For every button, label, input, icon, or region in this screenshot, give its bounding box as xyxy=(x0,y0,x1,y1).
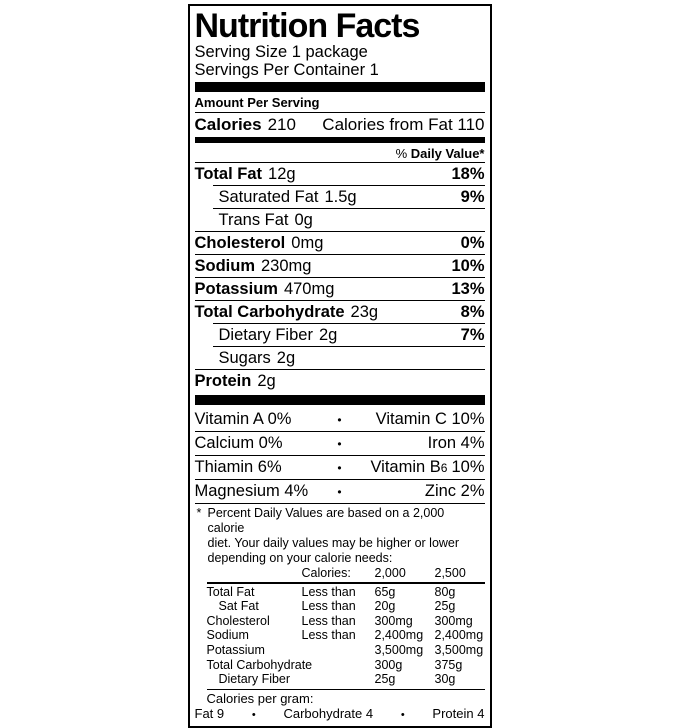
nutrient-name: Sodium xyxy=(194,257,255,275)
amount-per-serving-label: Amount Per Serving xyxy=(194,95,320,110)
calories-row xyxy=(195,113,485,136)
nutrient-row-dietary-fiber xyxy=(195,324,485,346)
nutrient-dv: 18% xyxy=(451,165,485,183)
vitamin-left: Magnesium 4% xyxy=(194,482,309,500)
serving-size: Serving Size 1 package xyxy=(194,43,368,61)
nutrient-amount: 1.5g xyxy=(324,188,357,206)
table-header-2000: 2,000 xyxy=(374,566,406,580)
table-header-row xyxy=(207,566,485,581)
table-cell-2000: 25g xyxy=(374,672,396,687)
vitamin-row-a-c xyxy=(195,408,485,431)
table-cell-2000: 20g xyxy=(374,599,396,614)
nutrient-dv: 9% xyxy=(460,188,485,206)
bullet-icon: • xyxy=(337,413,342,427)
nutrient-row-total-fat xyxy=(195,163,485,185)
nutrient-amount: 23g xyxy=(350,303,379,321)
table-cell-qualifier xyxy=(302,658,375,673)
rule xyxy=(195,503,485,504)
footnote-asterisk: * xyxy=(196,506,202,520)
nutrient-amount: 0mg xyxy=(291,234,324,252)
calories-per-gram-row xyxy=(195,706,485,723)
table-row-potassium xyxy=(207,643,485,658)
footnote-line: depending on your calorie needs: xyxy=(207,551,393,565)
table-cell-2500: 25g xyxy=(434,599,456,614)
nutrient-name: Sugars xyxy=(218,349,271,367)
table-row-sodium xyxy=(207,628,485,643)
table-cell-2000: 3,500mg xyxy=(374,642,424,657)
table-row-cholesterol xyxy=(207,614,485,629)
label-title: Nutrition Facts xyxy=(194,7,420,45)
footnote-line: Percent Daily Values are based on a 2,000 calorie xyxy=(207,506,445,535)
calories-from-fat: Calories from Fat 110 xyxy=(322,115,485,134)
vitamin-row-thiamin-b6 xyxy=(195,456,485,479)
cpg-protein: Protein 4 xyxy=(432,705,485,721)
nutrient-name: Dietary Fiber xyxy=(218,326,313,344)
table-cell-2500: 30g xyxy=(434,672,456,687)
nutrient-row-sugars xyxy=(195,347,485,369)
bullet-icon: • xyxy=(400,708,405,721)
vitamin-left: Vitamin A 0% xyxy=(194,410,292,428)
table-cell-name: Dietary Fiber xyxy=(218,672,291,687)
table-row-dietary-fiber xyxy=(207,672,485,687)
nutrient-dv: 10% xyxy=(451,257,485,275)
table-cell-qualifier: Less than xyxy=(301,599,356,614)
table-cell-qualifier: Less than xyxy=(301,613,356,628)
nutrient-name: Trans Fat xyxy=(218,211,289,229)
table-cell-name: Potassium xyxy=(206,642,265,657)
daily-values-table xyxy=(207,566,485,687)
vitamin-b6-value: 10% xyxy=(451,458,485,476)
table-cell-name: Sodium xyxy=(206,628,249,643)
nutrient-name: Saturated Fat xyxy=(218,188,319,206)
table-row-sat-fat xyxy=(207,599,485,614)
vitamin-right: Zinc 2% xyxy=(424,482,485,500)
table-cell-name: Total Fat xyxy=(206,584,255,599)
vitamin-row-magnesium-zinc xyxy=(195,480,485,503)
table-header-calories: Calories: xyxy=(301,566,351,580)
vitamin-b6-name: Vitamin B xyxy=(370,458,441,476)
table-cell-qualifier xyxy=(302,643,375,658)
daily-value-header xyxy=(195,145,485,162)
table-cell-name: Sat Fat xyxy=(218,599,259,614)
nutrient-amount: 230mg xyxy=(261,257,312,275)
table-cell-qualifier: Less than xyxy=(301,628,356,643)
nutrient-row-protein xyxy=(195,370,485,392)
calories-left xyxy=(195,114,296,135)
nutrient-name: Protein xyxy=(194,372,252,390)
nutrient-dv: 8% xyxy=(460,303,485,321)
table-cell-qualifier: Less than xyxy=(301,584,356,599)
table-cell-2500: 2,400mg xyxy=(434,628,484,643)
table-cell-2000: 65g xyxy=(374,584,396,599)
table-row-total-carbohydrate xyxy=(207,658,485,673)
bullet-icon: • xyxy=(251,708,256,721)
separator-bar-top xyxy=(195,82,485,92)
nutrient-dv: 0% xyxy=(460,234,485,252)
nutrient-dv: 13% xyxy=(451,280,485,298)
nutrient-name: Cholesterol xyxy=(194,234,286,252)
vitamin-row-calcium-iron xyxy=(195,432,485,455)
cpg-carbohydrate: Carbohydrate 4 xyxy=(283,705,374,721)
table-cell-2500: 375g xyxy=(434,657,463,672)
nutrient-row-trans-fat xyxy=(195,209,485,231)
daily-value-bold: Daily Value* xyxy=(410,146,485,161)
bullet-icon: • xyxy=(337,437,342,451)
vitamin-right xyxy=(348,457,485,478)
table-cell-name: Total Carbohydrate xyxy=(206,657,313,672)
footnote-line: diet. Your daily values may be higher or lower xyxy=(207,536,460,550)
nutrient-amount: 2g xyxy=(318,326,338,344)
table-header-rule xyxy=(207,582,485,584)
table-cell-name: Cholesterol xyxy=(206,613,270,628)
table-header-empty xyxy=(207,566,302,581)
nutrient-row-potassium xyxy=(195,278,485,300)
table-cell-2500: 300mg xyxy=(434,613,473,628)
table-cell-2000: 2,400mg xyxy=(374,628,424,643)
nutrient-amount: 12g xyxy=(268,165,296,183)
separator-bar-vitamins xyxy=(195,395,485,405)
calories-value: 210 xyxy=(267,115,296,134)
separator-bar-mid xyxy=(195,137,485,143)
servings-per-container: Servings Per Container 1 xyxy=(194,61,379,79)
footnote xyxy=(195,506,485,566)
vitamin-right: Vitamin C 10% xyxy=(375,410,485,428)
table-header-2500: 2,500 xyxy=(434,566,466,580)
nutrient-row-total-carbohydrate xyxy=(195,301,485,323)
vitamin-left: Thiamin 6% xyxy=(194,458,282,476)
nutrient-name: Potassium xyxy=(194,280,278,298)
calories-label: Calories xyxy=(194,115,262,134)
calories-per-gram-label: Calories per gram: xyxy=(206,690,314,706)
nutrient-row-cholesterol xyxy=(195,232,485,254)
table-cell-2500: 3,500mg xyxy=(434,642,484,657)
table-cell-qualifier xyxy=(302,672,375,687)
table-cell-2000: 300mg xyxy=(374,613,413,628)
nutrient-amount: 2g xyxy=(257,372,276,390)
nutrient-dv: 7% xyxy=(460,326,485,344)
nutrient-name: Total Carbohydrate xyxy=(194,303,345,321)
table-row-total-fat xyxy=(207,585,485,600)
table-cell-2000: 300g xyxy=(374,657,403,672)
nutrient-name: Total Fat xyxy=(194,165,263,183)
cpg-fat: Fat 9 xyxy=(194,705,225,721)
daily-value-prefix: % xyxy=(395,146,411,161)
nutrient-row-saturated-fat xyxy=(195,186,485,208)
vitamin-left: Calcium 0% xyxy=(194,434,283,452)
nutrient-amount: 2g xyxy=(276,349,296,367)
bullet-icon: • xyxy=(337,461,342,475)
bullet-icon: • xyxy=(337,485,342,499)
nutrient-amount: 0g xyxy=(294,211,313,229)
table-cell-2500: 80g xyxy=(434,584,456,599)
vitamin-b6-subscript: 6 xyxy=(440,461,448,475)
calories-per-gram-rule xyxy=(207,689,485,690)
nutrient-row-sodium xyxy=(195,255,485,277)
nutrition-facts-label xyxy=(188,4,492,728)
vitamin-right: Iron 4% xyxy=(427,434,485,452)
nutrient-amount: 470mg xyxy=(283,280,335,298)
